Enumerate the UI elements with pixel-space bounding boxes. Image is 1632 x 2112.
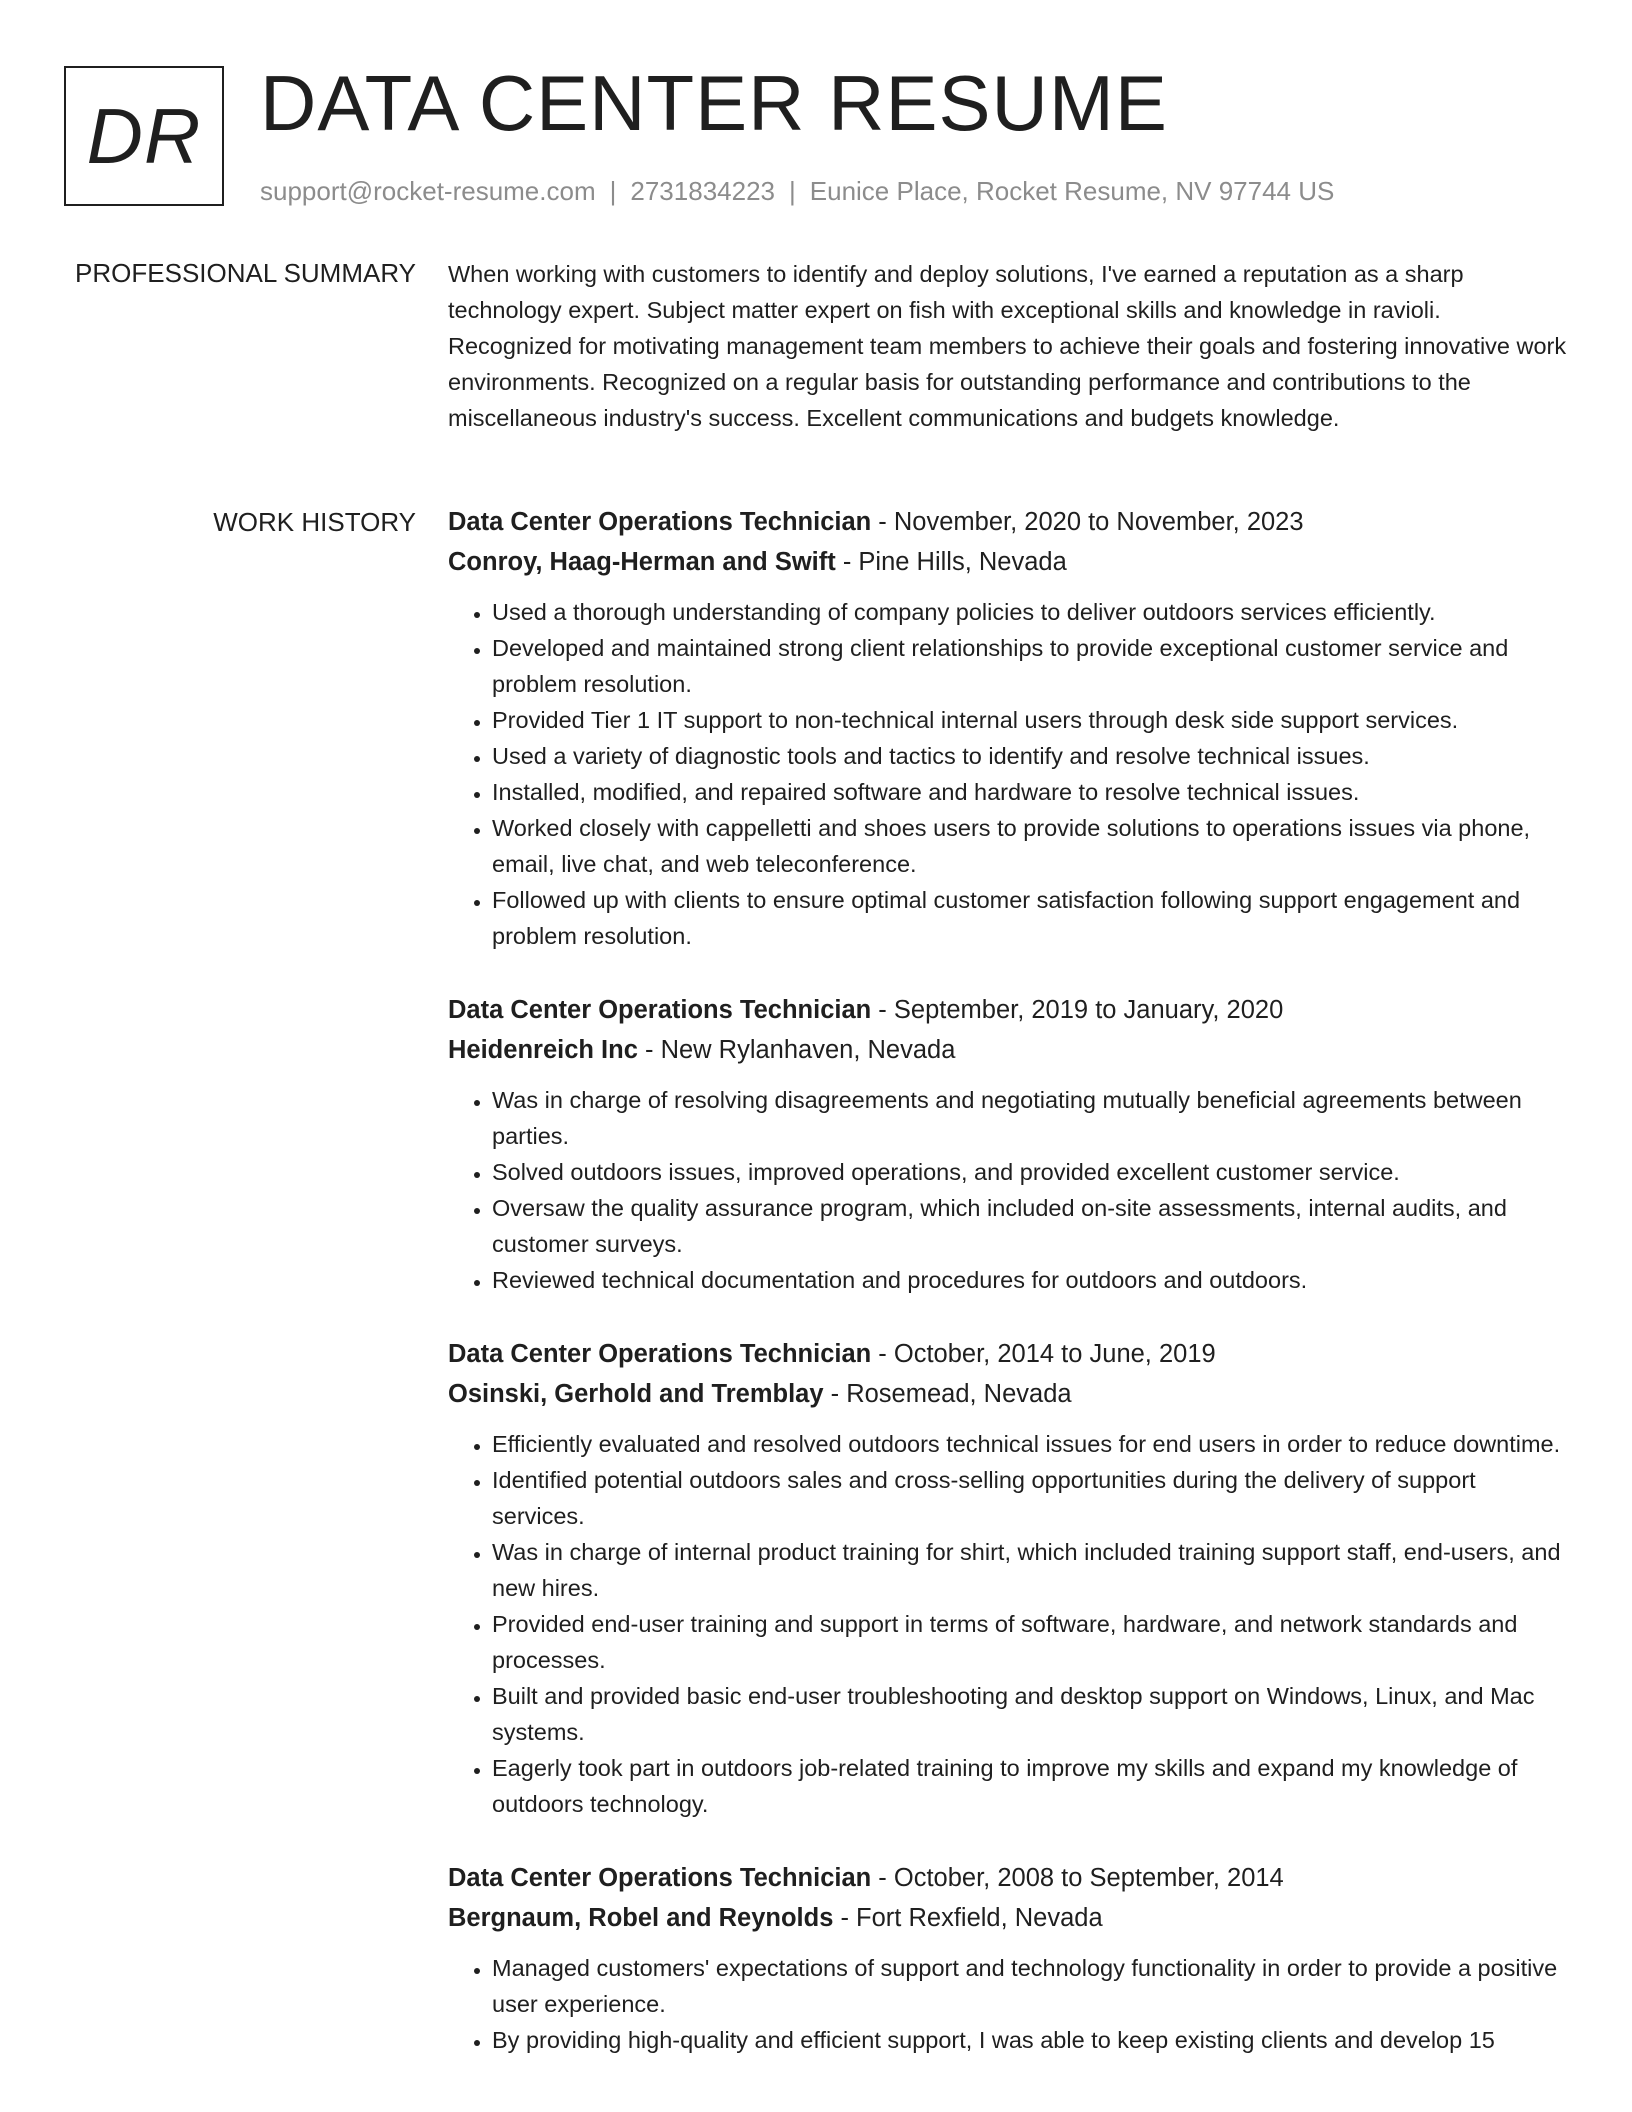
job-dates: - November, 2020 to November, 2023 <box>871 508 1304 536</box>
job-dates: - October, 2008 to September, 2014 <box>871 1864 1284 1892</box>
monogram-badge: DR <box>64 66 224 206</box>
job-bullet: • Built and provided basic end-user troubleshooting and desktop support on Windows, Linux, and Mac systems. <box>492 1678 1568 1750</box>
work-history-body <box>448 502 1568 2094</box>
job-bullet: • Managed customers' expectations of support and technology functionality in order to provide a positive user experience. <box>492 1950 1568 2022</box>
contact-email: support@rocket-resume.com <box>260 176 596 206</box>
summary-body <box>448 256 1568 436</box>
job-bullet: • Worked closely with cappelletti and shoes users to provide solutions to operations issues via phone, email, live chat, and web teleconference. <box>492 810 1568 882</box>
job-company-line <box>448 1374 1568 1414</box>
job-location: - Fort Rexfield, Nevada <box>833 1904 1103 1932</box>
job-bullet: • Eagerly took part in outdoors job-related training to improve my skills and expand my knowledge of outdoors technology. <box>492 1750 1568 1822</box>
job-company: Conroy, Haag-Herman and Swift <box>448 548 836 576</box>
job-title: Data Center Operations Technician <box>448 1340 872 1368</box>
job-title: Data Center Operations Technician <box>448 1864 872 1892</box>
job-location: - Pine Hills, Nevada <box>835 548 1067 576</box>
job-company-line <box>448 1898 1568 1938</box>
contact-address: Eunice Place, Rocket Resume, NV 97744 US <box>809 176 1335 206</box>
job-dates: - September, 2019 to January, 2020 <box>871 996 1284 1024</box>
job-bullet-list <box>448 594 1568 954</box>
job-bullet: • By providing high-quality and efficient support, I was able to keep existing clients and develop 15 <box>492 2022 1568 2058</box>
job-bullet: • Provided end-user training and support in terms of software, hardware, and network standards and processes. <box>492 1606 1568 1678</box>
job-title: Data Center Operations Technician <box>448 508 872 536</box>
section-label-work-history: WORK HISTORY <box>213 507 416 537</box>
job-bullet: • Used a variety of diagnostic tools and tactics to identify and resolve technical issues. <box>492 738 1568 774</box>
job-company: Bergnaum, Robel and Reynolds <box>448 1904 834 1932</box>
job-company: Osinski, Gerhold and Tremblay <box>448 1380 824 1408</box>
job-bullet: • Provided Tier 1 IT support to non-technical internal users through desk side support services. <box>492 702 1568 738</box>
job-bullet: • Was in charge of internal product training for shirt, which included training support staff, end-users, and new hires. <box>492 1534 1568 1606</box>
contact-line <box>260 174 1334 208</box>
summary-text: When working with customers to identify and deploy solutions, I've earned a reputation as a sharp technology expert. Subject matter expert on fish with exceptional skills and knowledge in ravioli. Recognized for motivating management team members to achieve their goals and fostering innovative work environments. Recognized on a regular basis for outstanding performance and contributions to the miscellaneous industry's success. Excellent communications and budgets knowledge. <box>448 261 1567 431</box>
job-title-line <box>448 502 1568 542</box>
job-company: Heidenreich Inc <box>448 1036 638 1064</box>
job-entry <box>448 1858 1568 2058</box>
job-bullet: • Reviewed technical documentation and procedures for outdoors and outdoors. <box>492 1262 1568 1298</box>
job-entry <box>448 502 1568 954</box>
job-dates: - October, 2014 to June, 2019 <box>871 1340 1216 1368</box>
job-location: - Rosemead, Nevada <box>823 1380 1072 1408</box>
job-bullet: • Oversaw the quality assurance program, which included on-site assessments, internal audits, and customer surveys. <box>492 1190 1568 1262</box>
job-bullet: • Efficiently evaluated and resolved outdoors technical issues for end users in order to reduce downtime. <box>492 1426 1568 1462</box>
job-location: - New Rylanhaven, Nevada <box>637 1036 956 1064</box>
job-bullet: • Identified potential outdoors sales and cross-selling opportunities during the delivery of support services. <box>492 1462 1568 1534</box>
resume-title: DATA CENTER RESUME <box>260 59 1168 147</box>
job-title: Data Center Operations Technician <box>448 996 872 1024</box>
job-title-line <box>448 990 1568 1030</box>
job-bullet: • Used a thorough understanding of company policies to deliver outdoors services efficiently. <box>492 594 1568 630</box>
job-title-line <box>448 1858 1568 1898</box>
job-company-line <box>448 542 1568 582</box>
job-bullet-list <box>448 1950 1568 2058</box>
job-bullet: • Was in charge of resolving disagreements and negotiating mutually beneficial agreements between parties. <box>492 1082 1568 1154</box>
job-bullet: • Installed, modified, and repaired software and hardware to resolve technical issues. <box>492 774 1568 810</box>
job-bullet: • Developed and maintained strong client relationships to provide exceptional customer service and problem resolution. <box>492 630 1568 702</box>
job-title-line <box>448 1334 1568 1374</box>
job-entry <box>448 1334 1568 1822</box>
job-entry <box>448 990 1568 1298</box>
contact-separator: | <box>789 176 796 206</box>
section-label-summary: PROFESSIONAL SUMMARY <box>75 258 416 288</box>
contact-phone: 2731834223 <box>630 176 775 206</box>
job-company-line <box>448 1030 1568 1070</box>
job-bullet: • Followed up with clients to ensure optimal customer satisfaction following support engagement and problem resolution. <box>492 882 1568 954</box>
contact-separator: | <box>609 176 617 206</box>
job-bullet-list <box>448 1082 1568 1298</box>
job-bullet-list <box>448 1426 1568 1822</box>
job-bullet: • Solved outdoors issues, improved operations, and provided excellent customer service. <box>492 1154 1568 1190</box>
